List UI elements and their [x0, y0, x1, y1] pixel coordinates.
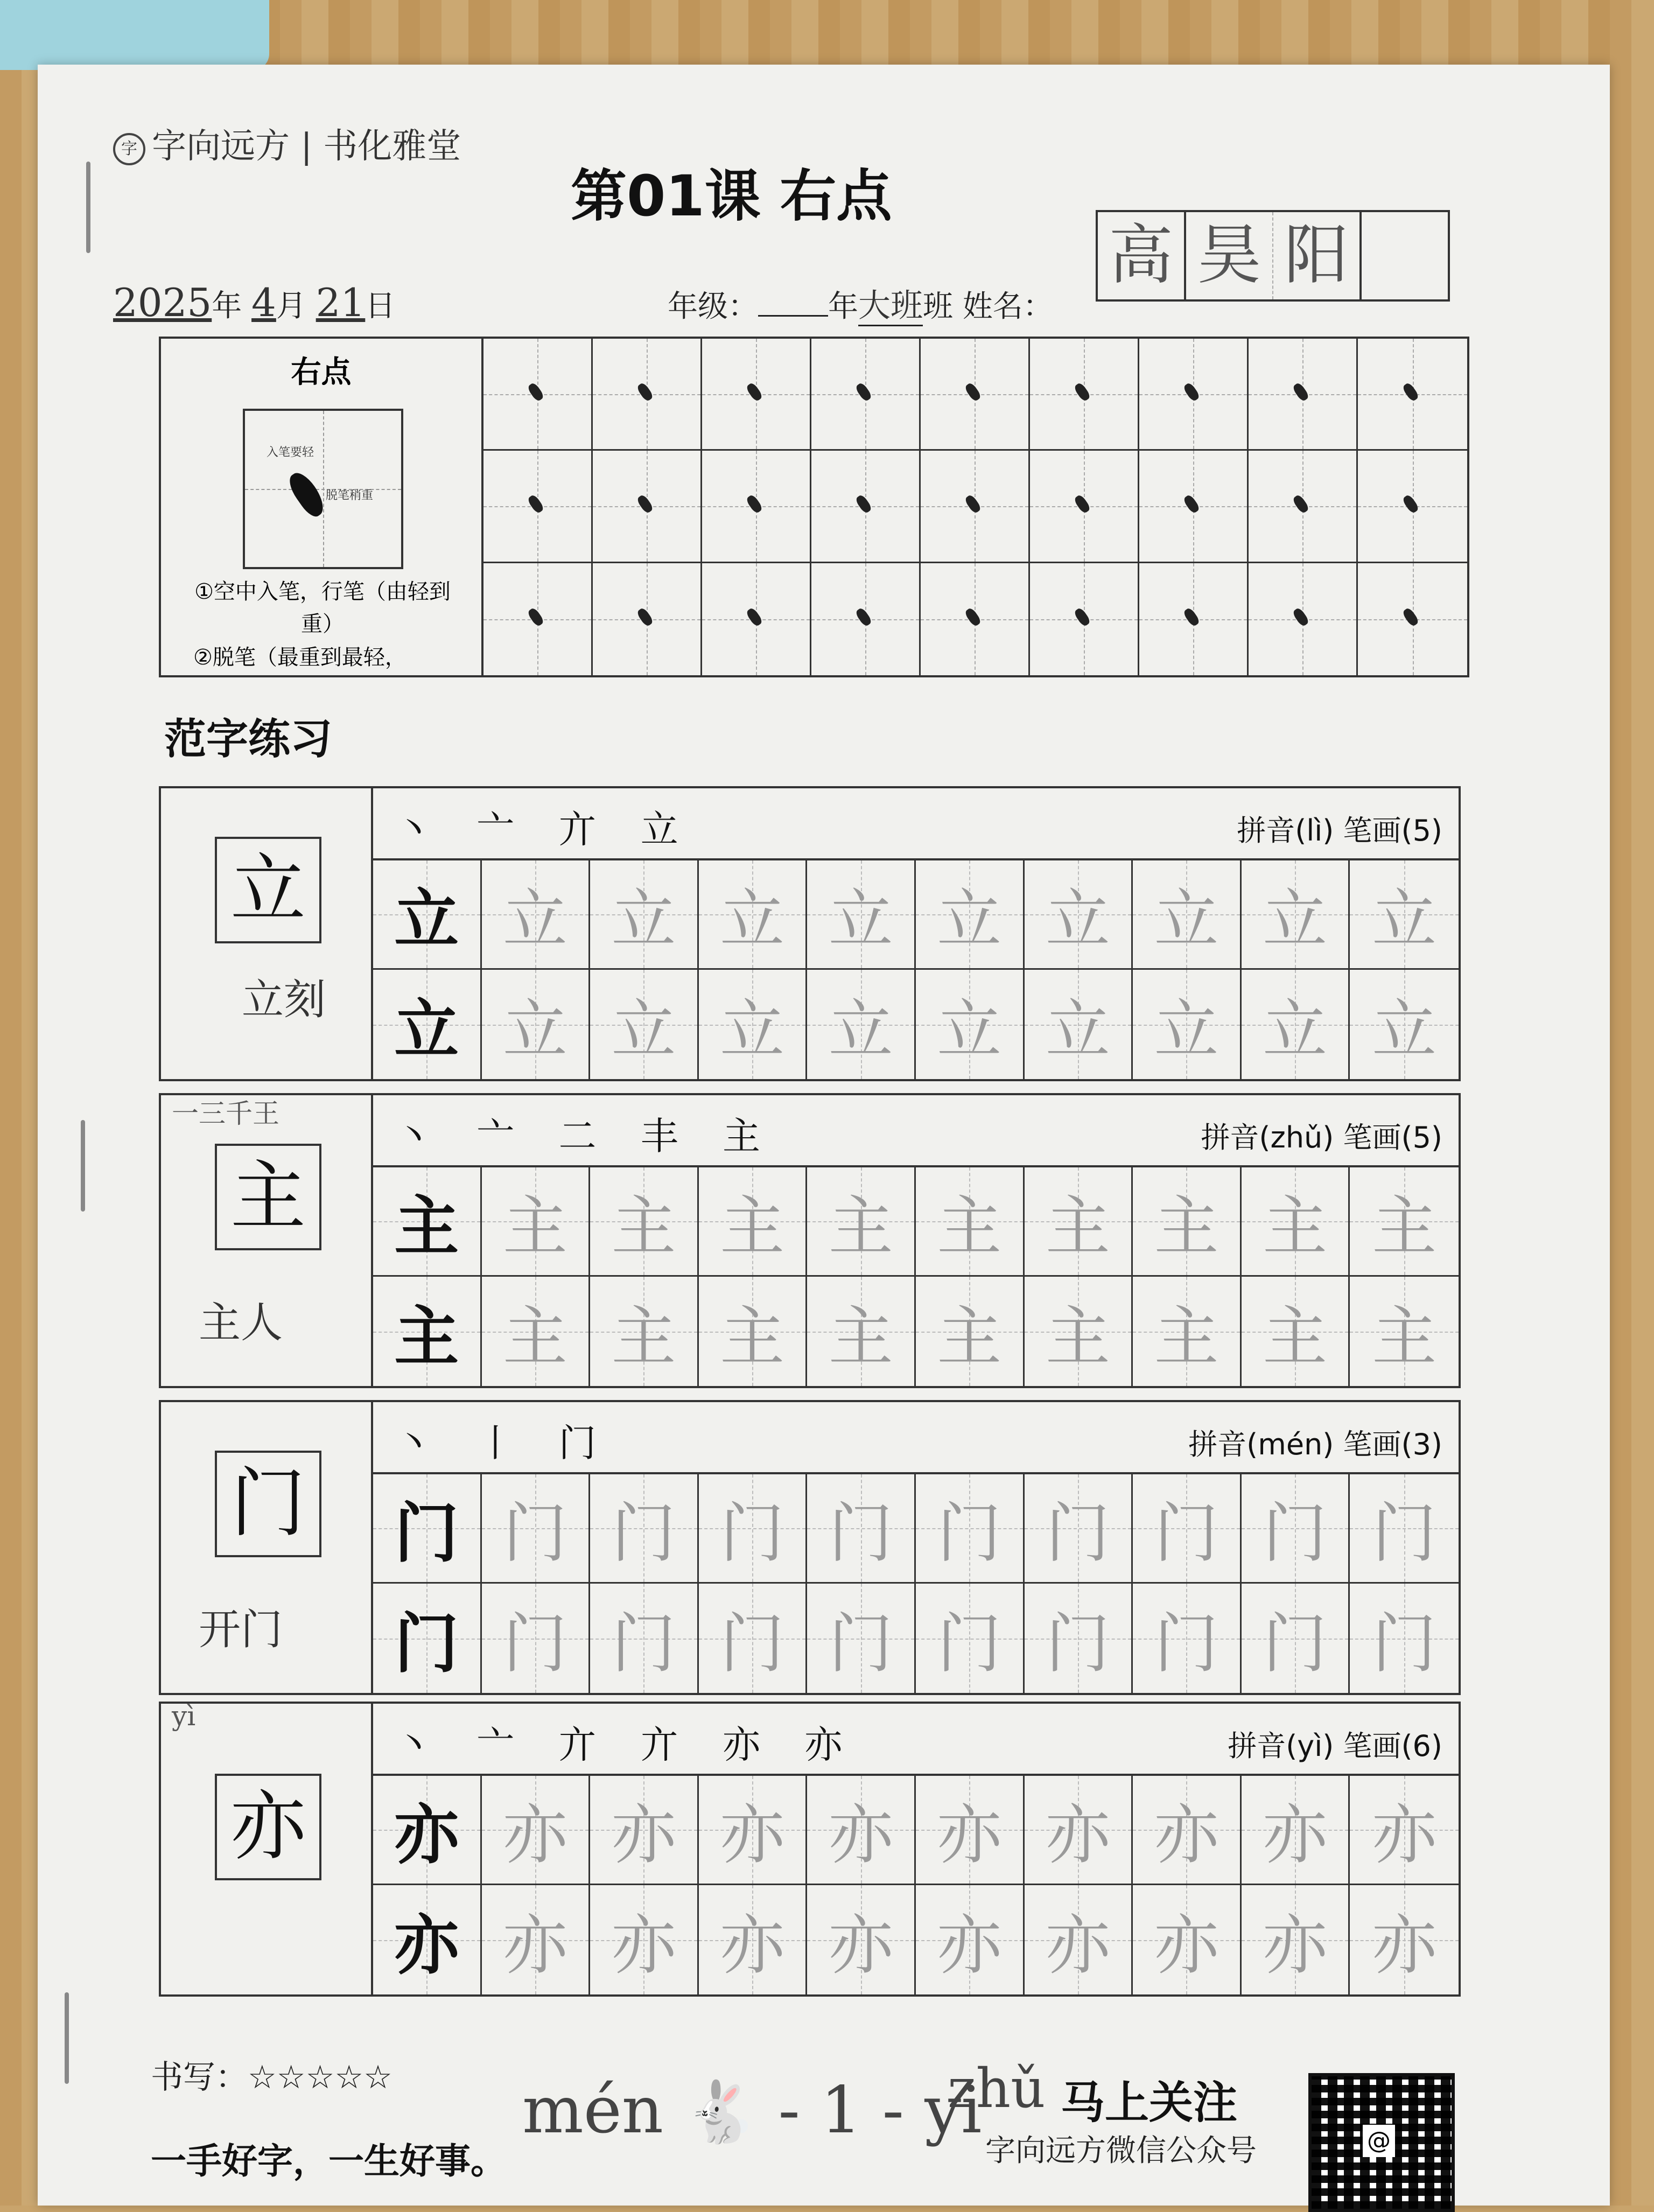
written-character: 主	[611, 1189, 676, 1264]
writing-cell[interactable]	[1350, 1167, 1459, 1277]
stroke-practice-cell[interactable]	[1358, 339, 1467, 451]
written-character: 立	[1263, 992, 1328, 1068]
stroke-order-header	[373, 1095, 1459, 1167]
right-dot-stroke-icon	[636, 494, 654, 514]
stroke-note-2: ②脱笔（最重到最轻，	[193, 645, 407, 670]
written-character: 门	[1045, 1606, 1110, 1682]
writing-grid[interactable]	[373, 1474, 1459, 1693]
writing-cell[interactable]	[373, 1776, 482, 1885]
written-character: 立	[1154, 992, 1219, 1068]
date-line	[113, 280, 395, 325]
writing-grid[interactable]	[373, 1776, 1459, 1994]
character-block	[159, 786, 1461, 1081]
follow-text: 马上关注	[1061, 2077, 1238, 2129]
written-character: 主	[1372, 1189, 1437, 1264]
right-dot-stroke-icon	[964, 607, 982, 627]
writing-cell[interactable]	[373, 1474, 482, 1584]
written-character: 主	[828, 1189, 893, 1264]
writing-cell[interactable]	[1242, 1277, 1350, 1386]
written-character: 立	[720, 883, 785, 957]
practice-section-title: 范字练习	[164, 715, 333, 764]
scrawl-mid: - 1 - yi	[778, 2073, 982, 2148]
writing-cell[interactable]	[1133, 860, 1242, 970]
writing-cell[interactable]	[1025, 1167, 1133, 1277]
character-block	[159, 1093, 1461, 1388]
writing-cell[interactable]	[1242, 860, 1350, 970]
writing-cell[interactable]	[1025, 860, 1133, 970]
model-character: 门	[215, 1451, 321, 1557]
writing-cell[interactable]	[699, 970, 808, 1079]
stroke-demo-grid	[243, 409, 403, 569]
right-dot-stroke-icon	[964, 382, 982, 402]
written-character: 门	[720, 1496, 785, 1571]
stroke-demo-panel	[161, 339, 483, 675]
right-dot-stroke-icon	[854, 382, 873, 402]
writing-cell[interactable]	[807, 1584, 916, 1693]
right-dot-stroke-icon	[1182, 607, 1201, 627]
stroke-order: 丶 亠 亣 亣 亦 亦	[395, 1723, 859, 1767]
right-dot-stroke-icon	[527, 494, 545, 514]
writing-cell[interactable]	[1350, 1584, 1459, 1693]
written-character: 亦	[1154, 1798, 1219, 1873]
writing-cell[interactable]	[590, 1885, 699, 1994]
written-character: 立	[394, 991, 459, 1068]
right-dot-stroke-icon	[1292, 607, 1310, 627]
handwritten-note: 一三千王	[172, 1098, 279, 1129]
right-dot-stroke-icon	[1401, 607, 1420, 627]
writing-cell[interactable]	[1133, 970, 1242, 1079]
writing-cell[interactable]	[1242, 1584, 1350, 1693]
right-dot-stroke-icon	[1292, 494, 1310, 514]
writing-cell[interactable]	[482, 1776, 591, 1885]
writing-cell[interactable]	[699, 1885, 808, 1994]
writing-cell[interactable]	[590, 1474, 699, 1584]
written-character: 亦	[1263, 1908, 1328, 1983]
written-character: 亦	[611, 1908, 676, 1983]
scrawl-men: mén	[522, 2073, 664, 2148]
writing-cell[interactable]	[1025, 1474, 1133, 1584]
writing-cell[interactable]	[807, 1167, 916, 1277]
writing-cell[interactable]	[916, 1277, 1025, 1386]
written-character: 亦	[937, 1798, 1002, 1873]
grade-line	[668, 280, 1053, 326]
model-character: 立	[215, 837, 321, 943]
writing-cell[interactable]	[373, 1885, 482, 1994]
stroke-order-header	[373, 1402, 1459, 1474]
stroke-practice-cell[interactable]	[593, 563, 702, 675]
stroke-practice-cell[interactable]	[921, 339, 1030, 451]
written-character: 立	[1045, 992, 1110, 1068]
circle-seal-icon: 字	[113, 133, 145, 165]
written-character: 门	[720, 1606, 785, 1682]
stroke-practice-cell[interactable]	[483, 563, 593, 675]
writing-cell[interactable]	[1133, 1885, 1242, 1994]
writing-cell[interactable]	[1133, 1474, 1242, 1584]
written-character: 亦	[937, 1908, 1002, 1983]
written-character: 立	[394, 881, 459, 957]
right-dot-stroke-icon	[1073, 382, 1091, 402]
writing-cell[interactable]	[1133, 1776, 1242, 1885]
written-character: 主	[1263, 1189, 1328, 1264]
right-dot-stroke-icon	[745, 382, 763, 402]
right-dot-stroke-icon	[527, 382, 545, 402]
model-panel	[161, 788, 373, 1079]
right-dot-stroke-icon	[636, 607, 654, 627]
handwritten-note: yì	[172, 1700, 196, 1732]
pinyin-stroke-info: 拼音(yì) 笔画(6)	[1228, 1729, 1442, 1763]
stroke-practice-cell[interactable]	[702, 451, 811, 563]
blue-object	[0, 0, 269, 70]
stroke-practice-cell[interactable]	[921, 563, 1030, 675]
writing-cell[interactable]	[1025, 1584, 1133, 1693]
writing-cell[interactable]	[807, 970, 916, 1079]
staple-top	[86, 162, 90, 253]
year-suffix: 年	[212, 289, 242, 324]
writing-cell[interactable]	[482, 1474, 591, 1584]
scrawl-zhu: zhǔ	[948, 2057, 1046, 2120]
class-value[interactable]: 大班	[858, 287, 923, 326]
motto: 一手好字，一生好事。	[151, 2140, 506, 2182]
right-dot-stroke-icon	[1292, 382, 1310, 402]
written-character: 亦	[394, 1907, 459, 1983]
demo-label-end: 脱笔稍重	[326, 489, 374, 502]
writing-cell[interactable]	[1133, 1584, 1242, 1693]
demo-label-start: 入笔要轻	[267, 446, 314, 459]
grade-label: 年级：	[668, 289, 758, 324]
stroke-practice-cell[interactable]	[811, 339, 921, 451]
written-character: 亦	[1045, 1908, 1110, 1983]
writing-cell[interactable]	[1350, 1474, 1459, 1584]
date-month: 4	[251, 280, 276, 325]
lesson-title: 第01课 右点	[571, 163, 892, 229]
right-dot-stroke-icon	[1073, 494, 1091, 514]
writing-grid[interactable]	[373, 1167, 1459, 1386]
writing-cell[interactable]	[373, 1277, 482, 1386]
writing-cell[interactable]	[482, 970, 591, 1079]
writing-cell[interactable]	[807, 860, 916, 970]
written-character: 主	[502, 1299, 567, 1375]
written-character: 立	[720, 992, 785, 1068]
writing-cell[interactable]	[699, 1277, 808, 1386]
right-dot-stroke-icon	[1182, 382, 1201, 402]
grade-year-suffix: 年	[828, 289, 858, 324]
writing-cell[interactable]	[1350, 970, 1459, 1079]
written-character: 主	[1045, 1299, 1110, 1375]
stroke-order-header	[373, 788, 1459, 860]
stroke-practice-cell[interactable]	[483, 451, 593, 563]
written-character: 门	[502, 1606, 567, 1682]
written-character: 亦	[394, 1797, 459, 1873]
writing-cell[interactable]	[916, 970, 1025, 1079]
writing-cell[interactable]	[482, 1167, 591, 1277]
wechat-text: 字向远方微信公众号	[985, 2133, 1257, 2168]
writing-cell[interactable]	[482, 1277, 591, 1386]
writing-cell[interactable]	[373, 1167, 482, 1277]
stroke-practice-grid[interactable]	[483, 339, 1467, 675]
writing-grid[interactable]	[373, 860, 1459, 1079]
writing-cell[interactable]	[1025, 1885, 1133, 1994]
written-character: 亦	[1372, 1798, 1437, 1873]
written-character: 门	[1045, 1496, 1110, 1571]
writing-cell[interactable]	[1025, 1776, 1133, 1885]
stroke-practice-cell[interactable]	[1249, 563, 1358, 675]
written-character: 主	[502, 1189, 567, 1264]
written-character: 门	[1372, 1496, 1437, 1571]
written-character: 门	[611, 1606, 676, 1682]
writing-cell[interactable]	[699, 1167, 808, 1277]
right-dot-stroke-icon	[1073, 607, 1091, 627]
right-dot-stroke-icon	[854, 607, 873, 627]
name-cell[interactable]: 高	[1098, 212, 1186, 299]
writing-cell[interactable]	[699, 860, 808, 970]
name-cell[interactable]	[1362, 212, 1448, 299]
writing-cell[interactable]	[1242, 1167, 1350, 1277]
written-character: 立	[828, 992, 893, 1068]
stroke-practice-cell[interactable]	[483, 339, 593, 451]
writing-cell[interactable]	[1242, 1885, 1350, 1994]
written-character: 主	[1154, 1299, 1219, 1375]
written-character: 主	[720, 1299, 785, 1375]
written-character: 亦	[1154, 1908, 1219, 1983]
staple-middle	[81, 1120, 85, 1212]
written-character: 门	[1154, 1496, 1219, 1571]
model-character: 亦	[215, 1774, 321, 1880]
name-cell[interactable]: 阳	[1273, 212, 1362, 299]
written-character: 立	[611, 883, 676, 957]
written-character: 立	[1372, 883, 1437, 957]
writing-cell[interactable]	[373, 1584, 482, 1693]
written-character: 主	[1372, 1299, 1437, 1375]
right-dot-stroke-icon	[1401, 494, 1420, 514]
month-suffix: 月	[276, 289, 306, 324]
written-character: 门	[1372, 1606, 1437, 1682]
pinyin-stroke-info: 拼音(lì) 笔画(5)	[1237, 814, 1442, 848]
writing-cell[interactable]	[1025, 970, 1133, 1079]
written-character: 主	[1045, 1189, 1110, 1264]
written-character: 立	[611, 992, 676, 1068]
character-block	[159, 1702, 1461, 1997]
date-year: 2025	[113, 280, 212, 325]
stroke-practice-cell[interactable]	[593, 339, 702, 451]
stroke-practice-cell[interactable]	[1030, 451, 1139, 563]
written-character: 亦	[502, 1908, 567, 1983]
writing-cell[interactable]	[482, 1885, 591, 1994]
written-character: 亦	[1372, 1908, 1437, 1983]
stroke-practice-cell[interactable]	[1030, 339, 1139, 451]
stroke-practice-cell[interactable]	[811, 563, 921, 675]
written-character: 主	[1263, 1299, 1328, 1375]
right-dot-stroke-icon	[1401, 382, 1420, 402]
written-character: 主	[828, 1299, 893, 1375]
model-panel	[161, 1095, 373, 1386]
written-character: 亦	[502, 1798, 567, 1873]
writing-cell[interactable]	[807, 1885, 916, 1994]
writing-cell[interactable]	[1350, 1776, 1459, 1885]
writing-cell[interactable]	[699, 1776, 808, 1885]
writing-cell[interactable]	[1242, 1776, 1350, 1885]
stroke-practice-cell[interactable]	[1139, 339, 1249, 451]
name-label: 姓名：	[962, 289, 1053, 324]
written-character: 主	[394, 1298, 459, 1375]
writing-cell[interactable]	[1350, 860, 1459, 970]
written-character: 亦	[720, 1798, 785, 1873]
grade-blank[interactable]	[758, 315, 828, 317]
written-character: 主	[937, 1189, 1002, 1264]
pinyin-stroke-info: 拼音(zhǔ) 笔画(5)	[1201, 1121, 1442, 1154]
handwritten-scrawl	[522, 2073, 982, 2148]
model-panel	[161, 1402, 373, 1693]
written-character: 立	[937, 992, 1002, 1068]
staple-bottom	[65, 1992, 69, 2084]
stroke-practice-cell[interactable]	[1249, 339, 1358, 451]
right-dot-stroke-icon	[745, 494, 763, 514]
date-day: 21	[316, 280, 366, 325]
writing-cell[interactable]	[590, 860, 699, 970]
writing-cell[interactable]	[590, 1277, 699, 1386]
writing-cell[interactable]	[482, 860, 591, 970]
written-character: 立	[1045, 883, 1110, 957]
stroke-practice-cell[interactable]	[1358, 563, 1467, 675]
stroke-order-header	[373, 1704, 1459, 1776]
brand-logo	[113, 118, 461, 168]
writing-cell[interactable]	[1350, 1885, 1459, 1994]
class-suffix: 班	[923, 289, 953, 324]
writing-cell[interactable]	[916, 860, 1025, 970]
writing-cell[interactable]	[916, 1584, 1025, 1693]
writing-cell[interactable]	[807, 1277, 916, 1386]
stroke-practice-cell[interactable]	[921, 451, 1030, 563]
rating-line: 书写：☆☆☆☆☆	[151, 2059, 393, 2096]
written-character: 立	[1372, 992, 1437, 1068]
stroke-order: 丶 亠 亣 立	[395, 807, 695, 851]
stroke-practice-cell[interactable]	[1358, 451, 1467, 563]
written-character: 门	[1154, 1606, 1219, 1682]
writing-cell[interactable]	[916, 1776, 1025, 1885]
right-dot-stroke-icon	[636, 382, 654, 402]
model-character: 主	[215, 1144, 321, 1250]
qr-code-icon[interactable]	[1308, 2073, 1455, 2212]
written-character: 立	[937, 883, 1002, 957]
writing-cell[interactable]	[1133, 1167, 1242, 1277]
written-character: 门	[937, 1606, 1002, 1682]
written-character: 亦	[1045, 1798, 1110, 1873]
model-panel	[161, 1700, 373, 1994]
writing-cell[interactable]	[590, 1776, 699, 1885]
stroke-practice-cell[interactable]	[593, 451, 702, 563]
written-character: 门	[828, 1606, 893, 1682]
writing-cell[interactable]	[482, 1584, 591, 1693]
written-character: 门	[937, 1496, 1002, 1571]
written-character: 立	[828, 883, 893, 957]
writing-cell[interactable]	[590, 970, 699, 1079]
stroke-practice-cell[interactable]	[702, 339, 811, 451]
stroke-order: 丶 亠 二 丰 主	[395, 1114, 777, 1158]
written-character: 门	[611, 1496, 676, 1571]
written-character: 主	[394, 1188, 459, 1264]
right-dot-stroke-icon	[964, 494, 982, 514]
name-cell[interactable]: 昊	[1186, 212, 1273, 299]
stroke-practice-cell[interactable]	[1249, 451, 1358, 563]
example-word: 开门	[199, 1606, 283, 1654]
stroke-order: 丶 丨 门	[395, 1421, 613, 1465]
stroke-practice-cell[interactable]	[1030, 563, 1139, 675]
writing-cell[interactable]	[1025, 1277, 1133, 1386]
written-character: 门	[394, 1605, 459, 1682]
written-character: 立	[1154, 883, 1219, 957]
stroke-practice-cell[interactable]	[702, 563, 811, 675]
written-character: 主	[720, 1189, 785, 1264]
stroke-note-1: ①空中入笔，行笔（由轻到重）	[194, 579, 451, 636]
writing-cell[interactable]	[1133, 1277, 1242, 1386]
written-character: 门	[394, 1495, 459, 1571]
writing-cell[interactable]	[807, 1776, 916, 1885]
right-dot-stroke-icon	[854, 494, 873, 514]
writing-cell[interactable]	[699, 1584, 808, 1693]
written-character: 亦	[720, 1908, 785, 1983]
stroke-practice-cell[interactable]	[811, 451, 921, 563]
writing-cell[interactable]	[1242, 1474, 1350, 1584]
written-character: 门	[1263, 1496, 1328, 1571]
writing-cell[interactable]	[807, 1474, 916, 1584]
written-character: 亦	[611, 1798, 676, 1873]
writing-cell[interactable]	[916, 1167, 1025, 1277]
written-character: 门	[828, 1496, 893, 1571]
written-character: 主	[937, 1299, 1002, 1375]
stroke-practice-cell[interactable]	[1139, 451, 1249, 563]
written-character: 立	[1263, 883, 1328, 957]
written-character: 立	[502, 883, 567, 957]
character-block	[159, 1400, 1461, 1695]
example-word: 主人	[199, 1299, 283, 1347]
written-character: 主	[611, 1299, 676, 1375]
written-character: 门	[1263, 1606, 1328, 1682]
written-character: 亦	[1263, 1798, 1328, 1873]
example-word: 立刻	[242, 976, 326, 1024]
right-dot-stroke-icon	[1182, 494, 1201, 514]
name-grid[interactable]	[1096, 210, 1450, 302]
stroke-title: 右点	[291, 355, 352, 390]
writing-cell[interactable]	[373, 860, 482, 970]
pinyin-stroke-info: 拼音(mén) 笔画(3)	[1188, 1427, 1442, 1461]
writing-cell[interactable]	[373, 970, 482, 1079]
logo-text: 字向远方 | 书化雅堂	[152, 127, 461, 166]
stroke-practice-box	[159, 337, 1469, 677]
writing-cell[interactable]	[590, 1167, 699, 1277]
written-character: 门	[502, 1496, 567, 1571]
stroke-practice-cell[interactable]	[1139, 563, 1249, 675]
writing-cell[interactable]	[590, 1584, 699, 1693]
written-character: 亦	[828, 1908, 893, 1983]
writing-cell[interactable]	[1350, 1277, 1459, 1386]
right-dot-stroke-icon	[527, 607, 545, 627]
written-character: 主	[1154, 1189, 1219, 1264]
writing-cell[interactable]	[916, 1474, 1025, 1584]
writing-cell[interactable]	[1242, 970, 1350, 1079]
written-character: 亦	[828, 1798, 893, 1873]
day-suffix: 日	[365, 289, 396, 324]
right-dot-stroke-icon	[745, 607, 763, 627]
writing-cell[interactable]	[916, 1885, 1025, 1994]
rabbit-doodle-icon: 🐇	[684, 2077, 758, 2146]
written-character: 立	[502, 992, 567, 1068]
writing-cell[interactable]	[699, 1474, 808, 1584]
